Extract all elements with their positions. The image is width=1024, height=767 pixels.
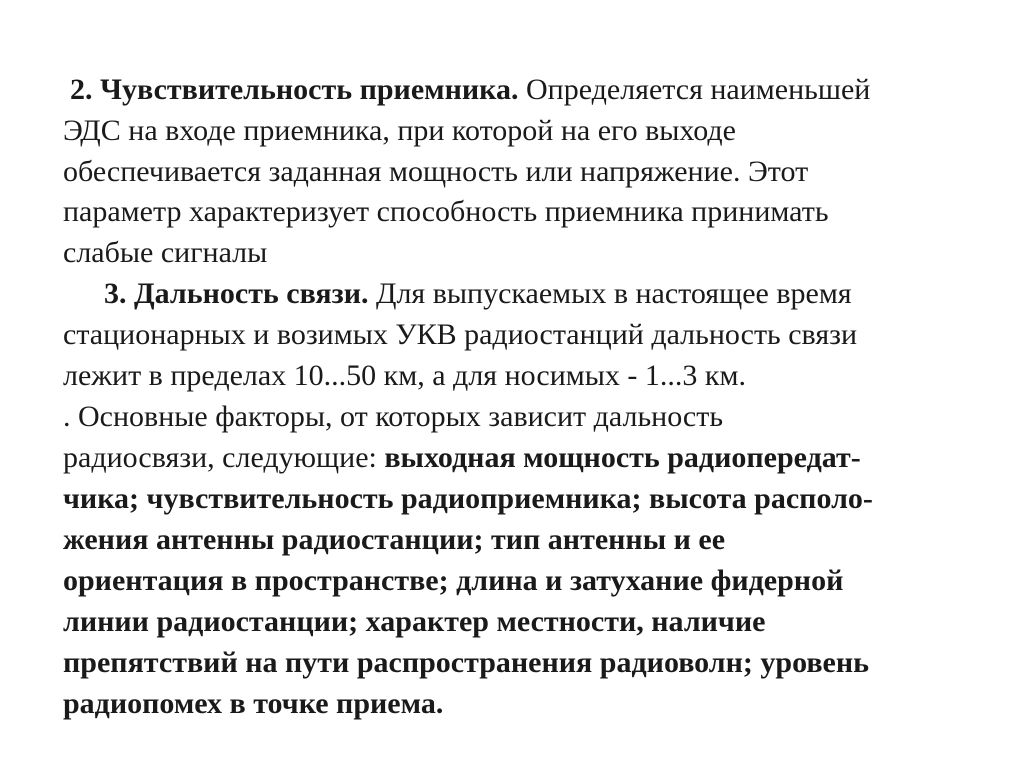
text-line xyxy=(63,397,723,437)
text-line xyxy=(63,561,843,601)
text-run: . Основные факторы, от которых зависит дальность xyxy=(63,400,724,433)
text-run: параметр характеризует способность приемника принимать xyxy=(63,195,829,228)
text-line xyxy=(63,684,443,724)
text-line xyxy=(63,479,873,519)
text-line xyxy=(63,192,829,232)
text-run: радиосвязи, следующие: xyxy=(63,441,385,474)
text-line xyxy=(63,315,857,355)
text-run-bold: радиопомех в точке приема. xyxy=(63,687,444,720)
text-run: Для выпускаемых в настоящее время xyxy=(368,277,852,310)
text-line xyxy=(104,274,852,314)
text-line xyxy=(63,602,765,642)
text-line xyxy=(63,111,736,151)
text-run-bold: выходная мощность радиопередат- xyxy=(384,441,861,474)
text-run-bold: линии радиостанции; характер местности, наличие xyxy=(63,605,766,638)
text-run: слабые сигналы xyxy=(63,236,268,269)
text-run-bold: жения антенны радиостанции; тип антенны и ее xyxy=(63,523,726,556)
text-run: обеспечивается заданная мощность или напряжение. Этот xyxy=(63,155,809,188)
text-line xyxy=(63,152,808,192)
text-line xyxy=(63,643,869,683)
text-run-bold: чика; чувствительность радиоприемника; высота располо- xyxy=(63,482,873,515)
text-line xyxy=(63,438,861,478)
text-run: Определяется наименьшей xyxy=(518,73,871,106)
text-run: лежит в пределах 10...50 км, а для носимых - 1...3 км. xyxy=(63,359,746,392)
text-line xyxy=(63,233,267,273)
text-line xyxy=(63,520,725,560)
text-run-bold: ориентация в пространстве; длина и затухание фидерной xyxy=(63,564,844,597)
text-run-bold: препятствий на пути распространения радиоволн; уровень xyxy=(63,646,870,679)
section-heading-range: 3. Дальность связи. xyxy=(104,277,369,310)
text-run: ЭДС на входе приемника, при которой на его выходе xyxy=(63,114,736,147)
section-heading-sensitivity: 2. Чувствительность приемника. xyxy=(70,73,519,106)
text-run: стационарных и возимых УКВ радиостанций дальность связи xyxy=(63,318,858,351)
text-line xyxy=(63,356,746,396)
text-line xyxy=(70,70,870,110)
